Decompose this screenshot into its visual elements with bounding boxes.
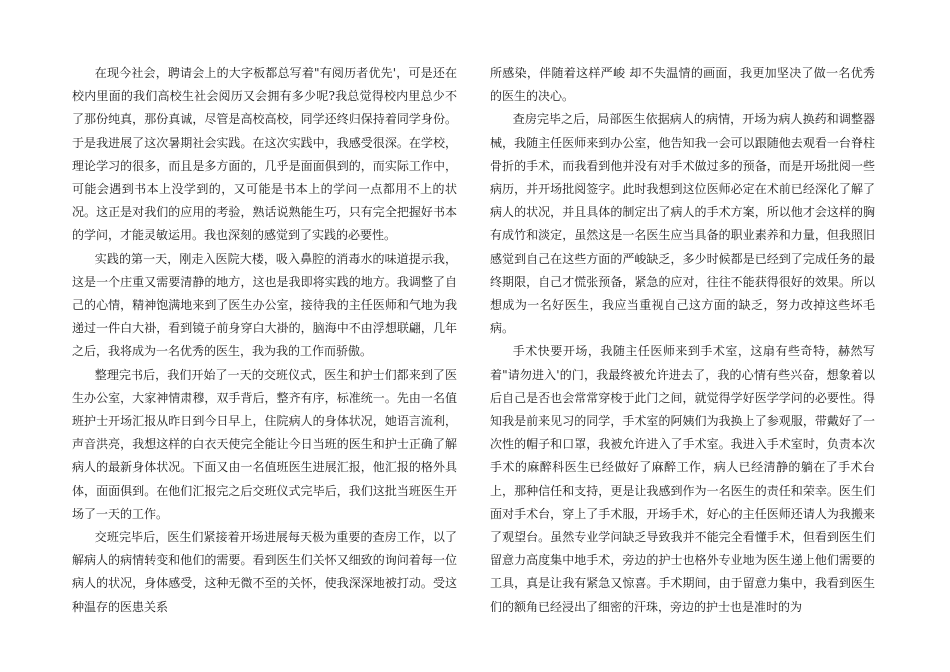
- paragraph: 查房完毕之后，局部医生依据病人的病情，开场为病人换药和调整器械，我随主任医师来到办公室，他告知我一会可以跟随他去观看一台脊柱骨折的手术，而我看到他并没有对手术做过多的预备，而是开场批阅一些病历，并开场批阅签字。此时我想到这位医师必定在术前已经深化了解了病人的状况，并且具体的制定出了病人的手术方案，所以他才会这样的胸有成竹和淡定，虽然这是一名医生应当具备的职业素养和力量，但我照旧感觉到自己在这些方面的严峻缺乏，多少时候都是已经到了完成任务的最终期限，自己才慌张预备，紧急的应对，往往不能获得很好的效果。所以想成为一名好医生，我应当重视自己这方面的缺乏，努力改掉这些坏毛病。: [490, 112, 875, 336]
- continued-paragraph: 所感染，伴随着这样严峻 却不失温情的画面，我更加坚决了做一名优秀的医生的决心。: [490, 66, 875, 104]
- right-column: [490, 62, 875, 619]
- left-column: [72, 62, 457, 619]
- paragraph: 整理完书后，我们开始了一天的交班仪式，医生和护士们都来到了医生办公室，大家神情肃穆，双手背后，整齐有序，标准统一。先由一名值班护士开场汇报从昨日到今日早上，住院病人的身体状况，她语言流利，声音洪亮，我想这样的白衣天使完全能让今日当班的医生和护士正确了解病人的最新身体状况。下面又由一名值班医生进展汇报，他汇报的格外具体，面面俱到。在他们汇报完之后交班仪式完毕后，我们这批当班医生开场了一天的工作。: [72, 367, 457, 521]
- paragraph: 交班完毕后，医生们紧接着开场进展每天极为重要的查房工作，以了解病人的病情转变和他们的需要。看到医生们关怀又细致的询问着每一位病人的状况，身体感受，这种无微不至的关怀，使我深深地被打动。受这种温存的医患关系: [72, 530, 457, 614]
- paragraph: 实践的第一天，刚走入医院大楼，吸入鼻腔的消毒水的味道提示我，这是一个庄重又需要清静的地方，这也是我即将实践的地方。我调整了自己的心情，精神饱满地来到了医生办公室，接待我的主任医师和气地为我递过一件白大褂，看到镜子前身穿白大褂的，脑海中不由浮想联翩，几年之后，我将成为一名优秀的医生，我为我的工作而骄傲。: [72, 251, 457, 359]
- paragraph: 在现今社会，聘请会上的大字板都总写着"有阅历者优先'，可是还在校内里面的我们高校生社会阅历又会拥有多少呢?我总觉得校内里总少不了那份纯真，那份真诚，尽管是高校高校，同学还终归保持着同学身份。于是我进展了这次暑期社会实践。在这次实践中，我感受很深。在学校，理论学习的很多，而且是多方面的，几乎是面面俱到的，而实际工作中，可能会遇到书本上没学到的，又可能是书本上的学问一点都用不上的状况。这正是对我们的应用的考验，熟话说熟能生巧，只有完全把握好书本的学问，才能灵敏运用。我也深刻的感觉到了实践的必要性。: [72, 66, 457, 243]
- paragraph: 手术快要开场，我随主任医师来到手术室，这扇有些奇特，赫然写着"请勿进入'的门，我最终被允许进去了，我的心情有些兴奋，想象着以后自己是否也会常常穿梭于此门之间，就觉得学好医学学问的必要性。得知我是前来见习的同学，手术室的阿姨们为我换上了参观服，带戴好了一次性的帽子和口罩，我被允许进入了手术室。我进入手术室时，负责本次手术的麻醉科医生已经做好了麻醉工作，病人已经清静的躺在了手术台上，那种信任和支持，更是让我感到作为一名医生的责任和荣幸。医生们面对手术台，穿上了手术服，开场手术，好心的主任医师还请人为我搬来了观望台。虽然专业学问缺乏导致我并不能完全看懂手术，但看到医生们留意力高度集中地手术，旁边的护士也格外专业地为医生递上他们需要的工具，真是让我有紧急又惊喜。手术期间，由于留意力集中，我看到医生们的额角已经浸出了细密的汗珠，旁边的护士也是准时的为: [490, 344, 875, 614]
